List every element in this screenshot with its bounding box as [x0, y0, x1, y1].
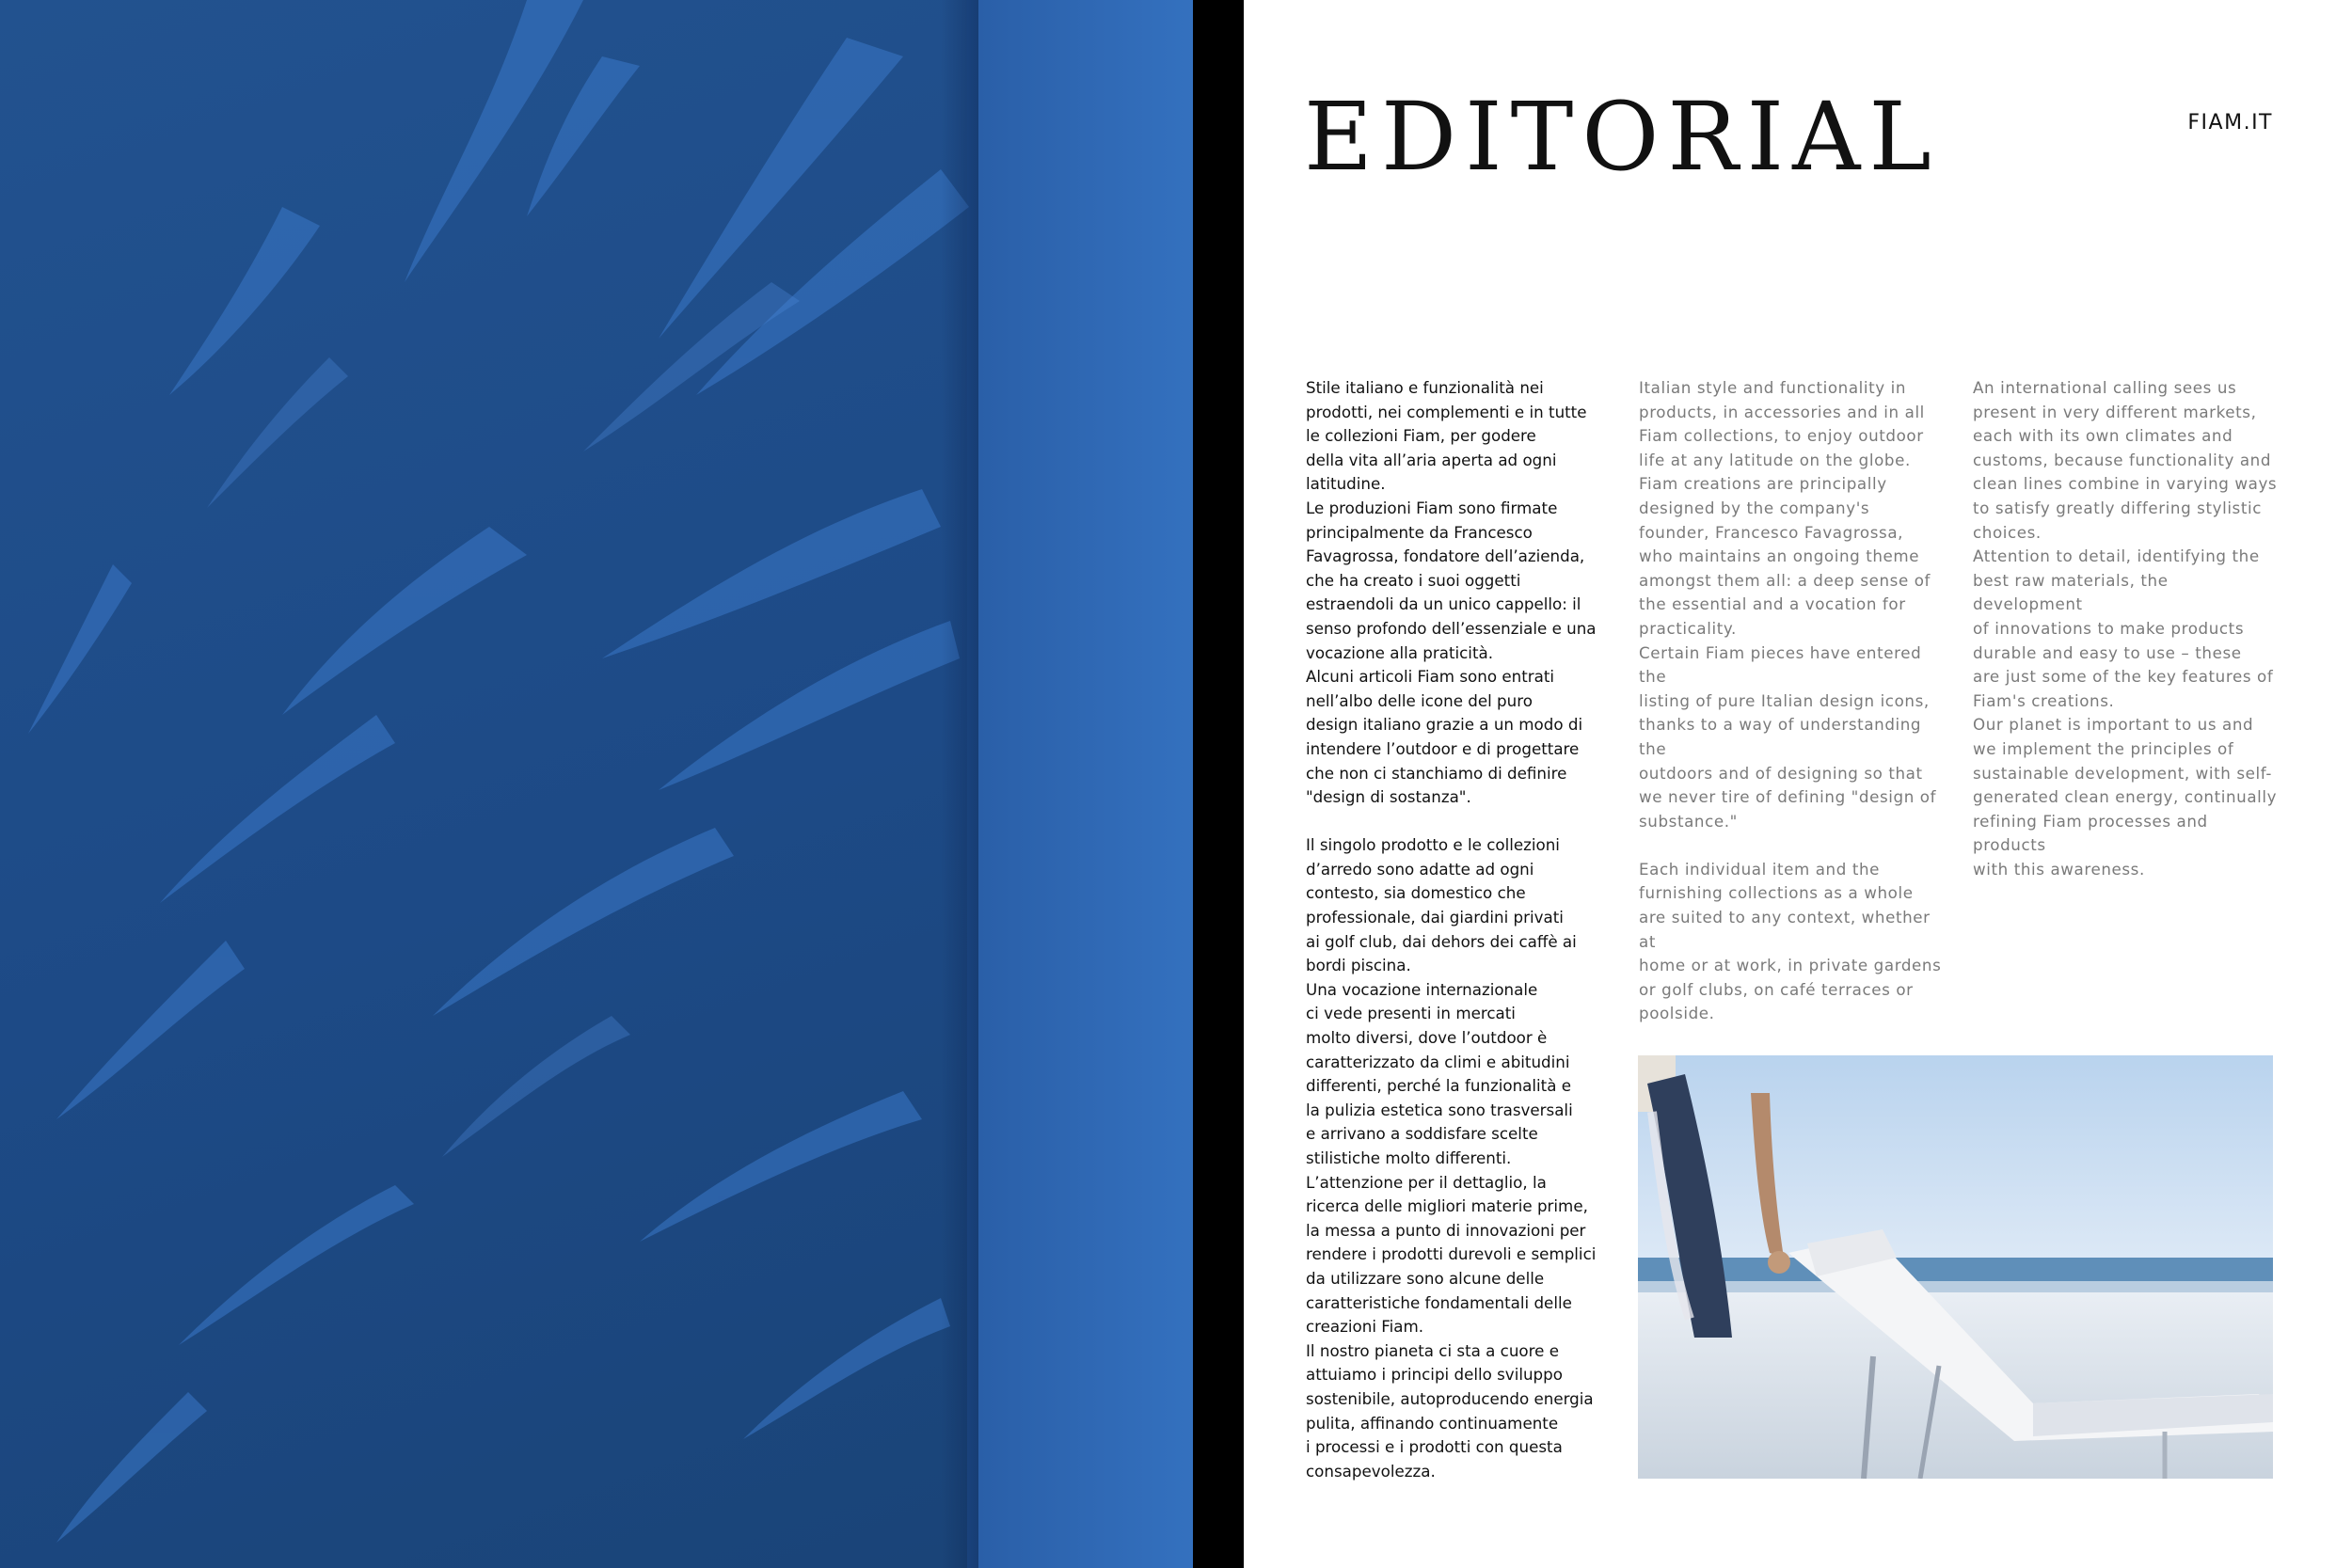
blue-stripe — [978, 0, 1195, 1568]
page-spine — [1193, 0, 1244, 1568]
english-text-column-2: An international calling sees us present in very different markets, each with its own climates and customs, because functionality and clean lines combine in varying ways to satisfy greatly differing stylistic choices. Attention to detail, identifying the best raw materials, the development of innovations to make products durable and easy to use – these are just some of the key features of Fiam's creations. Our planet is important to us and we implement the principles of sustainable development, with self- generated clean energy, continually refining Fiam processes and products with this awareness. — [1973, 378, 2278, 879]
english-text-column-1: Italian style and functionality in products, in accessories and in all Fiam collections, to enjoy outdoor life at any latitude on the globe. Fiam creations are principally designed by the company's founder, Francesco Favagrossa, who maintains an ongoing theme amongst them all: a deep sense of the essential and a vocation for practicality. Certain Fiam pieces have entered the listing of pure Italian design icons, thanks to a way of understanding the outdoors and of designing so that we never tire of defining "design of substance." Each individual item and the furnishing collections as a whole are suited to any context, whether at home or at work, in private gardens or golf clubs, on café terraces or poolside. — [1639, 378, 1942, 1023]
beach-lounger-illustration — [1638, 1055, 2273, 1479]
italian-text-column: Stile italiano e funzionalità nei prodotti, nei complementi e in tutte le collezioni Fiam, per godere della vita all’aria aperta ad ogni latitudine. Le produzioni Fiam sono firmate principalmente da Francesco Favagrossa, fondatore dell’azienda, che ha creato i suoi oggetti estraendoli da un unico cappello: il senso profondo dell’essenziale e una vocazione alla praticità. Alcuni articoli Fiam sono entrati nell’albo delle icone del puro design italiano grazie a un modo di intendere l’outdoor e di progettare che non ci stanchiamo di definire "design di sostanza". Il singolo prodotto e le collezioni d’arredo sono adatte ad ogni contesto, sia domestico che professionale, dai giardini privati ai golf club, dai dehors dei caffè ai bordi piscina. Una vocazione internazionale ci vede presenti in mercati molto diversi, dove l’outdoor è caratterizzato da climi e abitudini differenti, perché la funzionalità e la pulizia estetica sono trasversali e arrivano a soddisfare scelte stilistiche molto differenti. L’attenzione per il dettaglio, la ricerca delle migliori materie prime, la messa a punto di innovazioni per rendere i prodotti durevoli e semplici da utilizzare sono alcune delle caratteristiche fondamentali delle creazioni Fiam. Il nostro pianeta ci sta a cuore e attuiamo i principi dello sviluppo sostenibile, autoproducendo energia pulita, affinando continuamente i processi e i prodotti con questa consapevolezza. — [1306, 378, 1597, 1481]
beach-photo — [1638, 1055, 2273, 1479]
brand-url: FIAM.IT — [2187, 111, 2273, 135]
page-title: EDITORIAL — [1304, 82, 1940, 192]
